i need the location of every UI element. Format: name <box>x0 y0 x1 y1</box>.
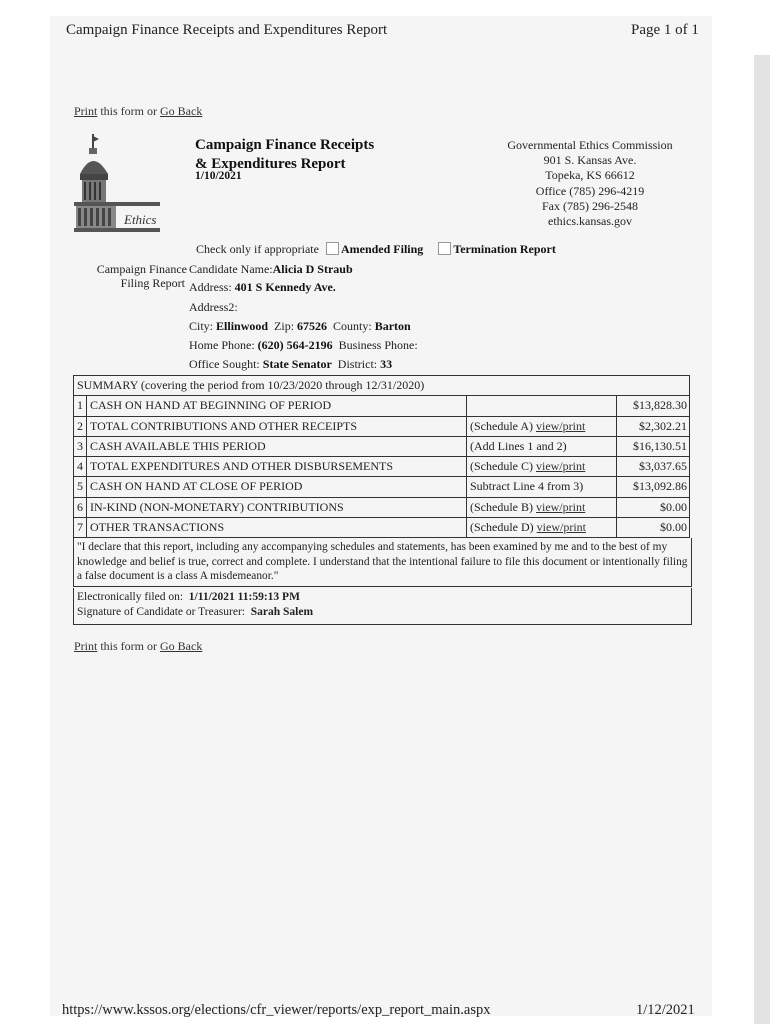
report-title: Campaign Finance Receipts & Expenditures Report <box>195 137 375 172</box>
row-schedule: Subtract Line 4 from 3) <box>467 477 617 497</box>
report-date: 1/10/2021 <box>195 170 242 182</box>
filed-datetime: 1/11/2021 11:59:13 PM <box>188 591 300 603</box>
declaration-text: "I declare that this report, including any accompanying schedules and statements, has been examined by me and to the best of my knowledge and belief is true, correct and complete. I understand that the intentional failure to file this document or intentionally filing a false document is a class A misdemeanor." <box>73 538 692 587</box>
row-amount: $16,130.51 <box>617 436 690 456</box>
row-label: TOTAL EXPENDITURES AND OTHER DISBURSEMENTS <box>87 457 467 477</box>
address2-row: Address2: <box>189 300 238 314</box>
row-label: OTHER TRANSACTIONS <box>87 518 467 538</box>
row-amount: $13,092.86 <box>617 477 690 497</box>
top-nav <box>74 104 202 119</box>
row-amount: $0.00 <box>617 518 690 538</box>
candidate-address: 401 S Kennedy Ave. <box>234 280 336 294</box>
candidate-name: Alicia D Straub <box>272 262 353 276</box>
office-row: Office Sought: State Senator District: 33 <box>189 357 393 371</box>
summary-heading-row <box>74 376 690 396</box>
schedule-b-view-print-link[interactable]: view/print <box>535 499 586 514</box>
summary-heading: SUMMARY (covering the period from 10/23/2020 through 12/31/2020) <box>74 376 690 396</box>
go-back-link[interactable]: Go Back <box>160 639 203 653</box>
signature-name: Sarah Salem <box>250 605 314 618</box>
bottom-nav <box>74 639 202 654</box>
termination-report-checkbox[interactable] <box>438 242 451 255</box>
scan-edge <box>754 55 770 1024</box>
summary-table <box>73 375 690 538</box>
row-schedule: (Schedule B) view/print <box>467 497 617 517</box>
termination-report-label: Termination Report <box>453 242 556 256</box>
check-label: Check only if appropriate <box>196 242 319 256</box>
city-row: City: Ellinwood Zip: 67526 County: Barton <box>189 319 411 333</box>
table-row: 3 CASH AVAILABLE THIS PERIOD (Add Lines 1 and 2) $16,130.51 <box>74 436 690 456</box>
address-row: Address: 401 S Kennedy Ave. <box>189 280 336 294</box>
row-amount: $0.00 <box>617 497 690 517</box>
table-row: 7 OTHER TRANSACTIONS (Schedule D) view/print $0.00 <box>74 518 690 538</box>
row-schedule: (Schedule C) view/print <box>467 457 617 477</box>
candidate-city: Ellinwood <box>216 319 269 333</box>
table-row: 5 CASH ON HAND AT CLOSE OF PERIOD Subtract Line 4 from 3) $13,092.86 <box>74 477 690 497</box>
table-row: 4 TOTAL EXPENDITURES AND OTHER DISBURSEMENTS (Schedule C) view/print $3,037.65 <box>74 457 690 477</box>
amended-filing-checkbox[interactable] <box>326 242 339 255</box>
district: 33 <box>380 357 393 371</box>
print-link[interactable]: Print <box>74 104 98 118</box>
row-label: CASH ON HAND AT CLOSE OF PERIOD <box>87 477 467 497</box>
table-row: 6 IN-KIND (NON-MONETARY) CONTRIBUTIONS (Schedule B) view/print $0.00 <box>74 497 690 517</box>
schedule-a-view-print-link[interactable]: view/print <box>535 418 586 433</box>
candidate-zip: 67526 <box>297 319 328 333</box>
browser-print-page: Page 1 of 1 <box>631 22 699 38</box>
capitol-logo-icon <box>72 134 162 234</box>
row-amount: $2,302.21 <box>617 416 690 436</box>
amended-filing-label: Amended Filing <box>340 242 424 256</box>
schedule-d-view-print-link[interactable]: view/print <box>536 520 586 535</box>
schedule-c-view-print-link[interactable]: view/print <box>535 459 586 474</box>
row-label: CASH ON HAND AT BEGINNING OF PERIOD <box>87 396 467 416</box>
side-label-1: Campaign Finance <box>96 262 187 276</box>
home-phone: (620) 564-2196 <box>257 338 333 352</box>
nav-text: this form or <box>97 104 161 118</box>
side-label-2: Filing Report <box>120 276 185 290</box>
row-schedule: (Add Lines 1 and 2) <box>467 436 617 456</box>
row-amount: $13,828.30 <box>617 396 690 416</box>
print-footer-url: https://www.kssos.org/elections/cfr_viewer/reports/exp_report_main.aspx <box>62 1002 491 1018</box>
row-schedule: (Schedule A) view/print <box>467 416 617 436</box>
phone-row: Home Phone: (620) 564-2196 Business Phone: <box>189 338 418 352</box>
office-sought: State Senator <box>262 357 332 371</box>
filing-type-row <box>196 242 556 257</box>
row-schedule <box>467 396 617 416</box>
print-footer-date: 1/12/2021 <box>636 1002 695 1018</box>
row-label: IN-KIND (NON-MONETARY) CONTRIBUTIONS <box>87 497 467 517</box>
row-schedule: (Schedule D) view/print <box>467 518 617 538</box>
candidate-county: Barton <box>374 319 411 333</box>
table-row: 1 CASH ON HAND AT BEGINNING OF PERIOD $13,828.30 <box>74 396 690 416</box>
commission-address: Governmental Ethics Commission 901 S. Kansas Ave. Topeka, KS 66612 Office (785) 296-4219 Fax (785) 296-2548 ethics.kansas.gov <box>507 138 673 229</box>
row-amount: $3,037.65 <box>617 457 690 477</box>
print-link[interactable]: Print <box>74 639 98 653</box>
browser-print-title: Campaign Finance Receipts and Expenditures Report <box>66 22 388 38</box>
row-label: CASH AVAILABLE THIS PERIOD <box>87 436 467 456</box>
row-label: TOTAL CONTRIBUTIONS AND OTHER RECEIPTS <box>87 416 467 436</box>
table-row: 2 TOTAL CONTRIBUTIONS AND OTHER RECEIPTS (Schedule A) view/print $2,302.21 <box>74 416 690 436</box>
go-back-link[interactable]: Go Back <box>160 104 203 118</box>
logo-text: Ethics <box>124 212 157 227</box>
candidate-name-row: Candidate Name:Alicia D Straub <box>189 262 353 276</box>
nav-text: this form or <box>97 639 161 653</box>
efiling-box: Electronically filed on: 1/11/2021 11:59:13 PM Signature of Candidate or Treasurer: Sarah Salem <box>73 588 692 625</box>
